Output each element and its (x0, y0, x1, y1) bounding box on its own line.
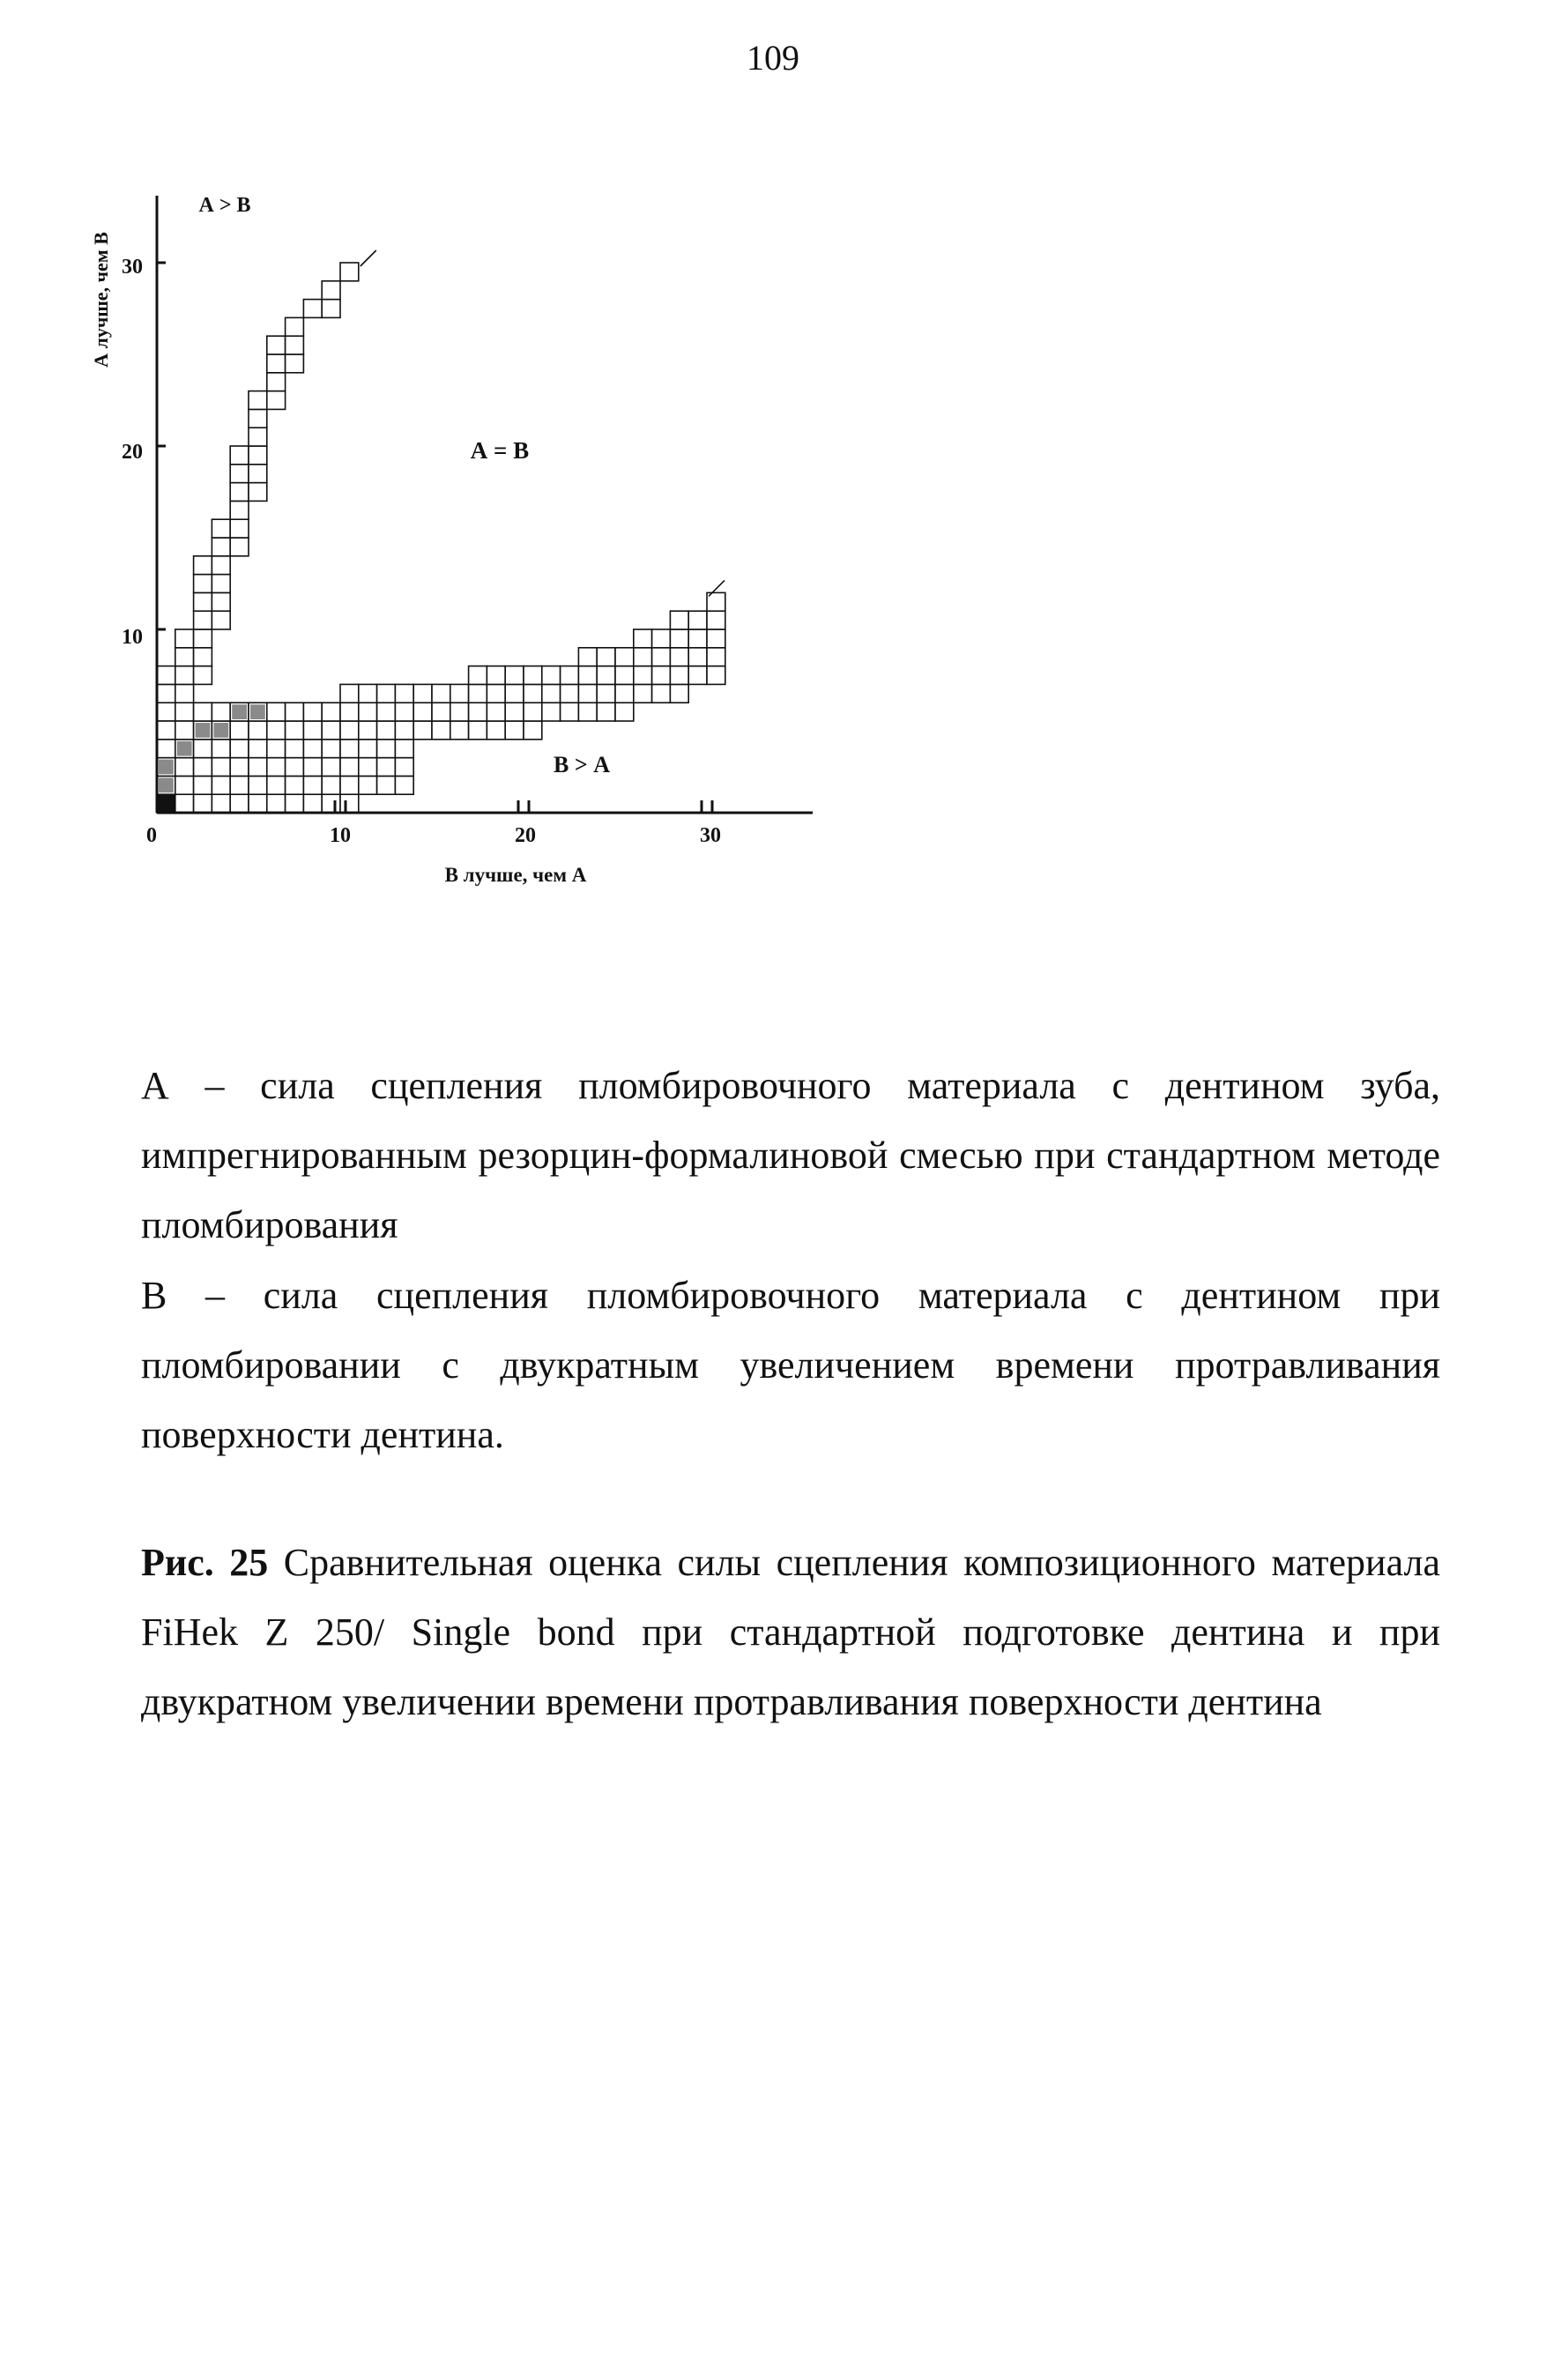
grid-cell (267, 740, 286, 758)
grid-cell (377, 776, 396, 794)
figure-label: Рис. 25 (141, 1541, 269, 1584)
grid-cell (249, 740, 267, 758)
y-tick-label-10: 10 (122, 626, 143, 649)
grid-cell (303, 776, 322, 794)
grid-cell (249, 794, 267, 813)
page-number: 109 (747, 38, 799, 78)
grid-cell (542, 703, 561, 721)
grid-cell (413, 721, 432, 740)
grid-cell (175, 629, 194, 648)
grid-cell (634, 684, 652, 703)
grid-cell (524, 666, 542, 685)
grid-cell (469, 666, 487, 685)
grid-cell (340, 776, 359, 794)
grid-cell (322, 300, 340, 318)
grid-cell (432, 721, 450, 740)
grid-cell (194, 575, 212, 593)
grid-cell (249, 428, 267, 446)
chart-cells (157, 250, 725, 813)
grid-cell (615, 684, 634, 703)
grid-cell (322, 740, 340, 758)
grid-cell (267, 721, 286, 740)
grid-cell (505, 703, 524, 721)
grid-cell (157, 666, 175, 685)
grid-cell (194, 776, 212, 794)
grid-cell (670, 684, 688, 703)
grid-cell (157, 740, 175, 758)
grid-cell (634, 666, 652, 685)
grid-cell (212, 556, 230, 575)
grid-cell (707, 648, 725, 666)
y-axis-label: А лучше, чем В (90, 232, 112, 368)
grid-cell (615, 703, 634, 721)
grid-cell (487, 666, 505, 685)
grid-cell (340, 740, 359, 758)
shaded-cell (159, 760, 174, 775)
grid-cell (578, 684, 597, 703)
grid-cell (670, 648, 688, 666)
grid-cell (194, 629, 212, 648)
grid-cell (286, 721, 304, 740)
grid-cell (578, 666, 597, 685)
grid-cell (303, 721, 322, 740)
grid-cell (249, 721, 267, 740)
region-label-middle: А = В (470, 437, 530, 464)
grid-cell (505, 666, 524, 685)
grid-cell (212, 740, 230, 758)
grid-cell (377, 703, 396, 721)
grid-cell (652, 666, 671, 685)
grid-cell (194, 592, 212, 611)
grid-cell (432, 703, 450, 721)
grid-cell (707, 629, 725, 648)
shaded-cell (177, 741, 192, 756)
grid-cell (194, 758, 212, 777)
grid-cell (286, 776, 304, 794)
grid-cell (432, 684, 450, 703)
grid-cell (395, 740, 413, 758)
grid-cell (340, 758, 359, 777)
figure-caption (141, 1528, 1440, 1737)
x-tick-label-10: 10 (330, 824, 351, 847)
grid-cell (157, 684, 175, 703)
grid-cell (688, 611, 707, 629)
x-axis-label: В лучше, чем А (444, 864, 587, 886)
x-tick-label-20: 20 (515, 824, 536, 847)
grid-cell (230, 721, 249, 740)
grid-cell (524, 721, 542, 740)
grid-cell (670, 611, 688, 629)
grid-cell (303, 703, 322, 721)
grid-cell (249, 391, 267, 410)
grid-cell (175, 758, 194, 777)
grid-cell (505, 721, 524, 740)
grid-cell (450, 703, 469, 721)
grid-cell (194, 666, 212, 685)
grid-cell (322, 758, 340, 777)
grid-cell (249, 409, 267, 428)
grid-cell (175, 794, 194, 813)
grid-cell (469, 721, 487, 740)
grid-cell (377, 758, 396, 777)
shaded-cell (196, 723, 211, 738)
grid-cell (194, 794, 212, 813)
grid-cell (230, 776, 249, 794)
grid-cell (359, 703, 377, 721)
shaded-cell (250, 704, 265, 719)
grid-cell (175, 776, 194, 794)
region-label-upper: А > В (198, 194, 251, 217)
grid-cell (688, 666, 707, 685)
grid-cell (175, 703, 194, 721)
grid-cell (634, 629, 652, 648)
grid-cell (322, 721, 340, 740)
grid-cell (578, 703, 597, 721)
grid-cell (212, 703, 230, 721)
grid-cell (340, 721, 359, 740)
grid-cell (230, 538, 249, 556)
grid-cell (652, 629, 671, 648)
grid-cell (652, 684, 671, 703)
grid-cell (267, 703, 286, 721)
grid-cell (286, 740, 304, 758)
grid-cell (194, 703, 212, 721)
grid-cell (212, 519, 230, 538)
grid-cell (175, 648, 194, 666)
grid-cell (542, 684, 561, 703)
grid-cell (267, 391, 286, 410)
grid-cell (212, 592, 230, 611)
definition-b: В – сила сцепления пломбировочного материала с дентином при пломбировании с двукратным увеличением времени протравливания поверхности дентина. (141, 1274, 1440, 1456)
grid-cell (212, 758, 230, 777)
grid-cell (322, 794, 340, 813)
grid-cell (157, 703, 175, 721)
x-tick-label-30: 30 (700, 824, 721, 847)
grid-cell (377, 721, 396, 740)
grid-cell (450, 721, 469, 740)
shaded-cell (232, 704, 247, 719)
grid-cell (413, 703, 432, 721)
grid-cell (395, 758, 413, 777)
grid-cell (359, 758, 377, 777)
grid-cell (194, 740, 212, 758)
grid-cell (395, 703, 413, 721)
grid-cell (359, 721, 377, 740)
grid-cell (249, 465, 267, 483)
grid-cell (175, 666, 194, 685)
grid-cell (230, 740, 249, 758)
grid-cell (175, 721, 194, 740)
grid-cell (670, 629, 688, 648)
grid-cell (561, 684, 579, 703)
grid-cell (688, 648, 707, 666)
grid-cell (267, 336, 286, 354)
grid-cell (377, 684, 396, 703)
grid-cell (597, 684, 615, 703)
grid-cell (249, 758, 267, 777)
grid-cell (597, 666, 615, 685)
grid-cell (267, 373, 286, 391)
grid-cell (652, 648, 671, 666)
grid-cell (340, 703, 359, 721)
grid-cell (561, 666, 579, 685)
grid-cell (322, 703, 340, 721)
grid-cell (303, 300, 322, 318)
grid-cell (249, 483, 267, 502)
grid-cell (340, 263, 359, 281)
grid-cell (286, 703, 304, 721)
shaded-cell (159, 777, 174, 792)
grid-cell (322, 281, 340, 300)
grid-cell (267, 354, 286, 373)
grid-cell (707, 611, 725, 629)
grid-cell (230, 446, 249, 465)
grid-cell (524, 684, 542, 703)
grid-cell (286, 317, 304, 336)
grid-cell (395, 721, 413, 740)
grid-cell (542, 666, 561, 685)
grid-cell (450, 684, 469, 703)
grid-cell (230, 501, 249, 519)
grid-cell (395, 776, 413, 794)
grid-cell (359, 684, 377, 703)
grid-cell (561, 703, 579, 721)
grid-cell (634, 648, 652, 666)
grid-cell (230, 794, 249, 813)
grid-cell (487, 684, 505, 703)
grid-cell (469, 703, 487, 721)
grid-cell (212, 538, 230, 556)
grid-cell (230, 519, 249, 538)
grid-cell (303, 794, 322, 813)
grid-cell (267, 794, 286, 813)
grid-cell (487, 703, 505, 721)
x-tick-label-0: 0 (146, 824, 157, 847)
grid-cell (175, 684, 194, 703)
grid-cell (286, 758, 304, 777)
grid-cell (230, 758, 249, 777)
grid-cell (286, 794, 304, 813)
grid-cell (707, 666, 725, 685)
grid-cell (286, 354, 304, 373)
region-label-lower: В > А (554, 752, 610, 777)
grid-cell (194, 611, 212, 629)
grid-cell (303, 740, 322, 758)
grid-cell (377, 740, 396, 758)
grid-cell (230, 483, 249, 502)
grid-cell (249, 776, 267, 794)
grid-cell (212, 776, 230, 794)
grid-cell (359, 740, 377, 758)
grid-cell (597, 703, 615, 721)
grid-cell (524, 703, 542, 721)
grid-cell (688, 629, 707, 648)
grid-cell (340, 794, 359, 813)
grid-cell (212, 611, 230, 629)
grid-cell (322, 776, 340, 794)
y-tick-label-30: 30 (122, 256, 143, 279)
grid-cell (157, 721, 175, 740)
grid-chart (0, 0, 1546, 934)
grid-cell (267, 758, 286, 777)
grid-cell (413, 684, 432, 703)
grid-cell (286, 336, 304, 354)
grid-cell (359, 776, 377, 794)
band-continuation (360, 250, 376, 266)
grid-cell (230, 465, 249, 483)
filled-cell (157, 794, 175, 813)
grid-cell (395, 684, 413, 703)
grid-cell (212, 794, 230, 813)
grid-cell (212, 575, 230, 593)
grid-cell (340, 684, 359, 703)
figure-caption-text: Сравнительная оценка силы сцепления композиционного материала FiHek Z 250/ Single bond при стандартной подготовке дентина и при двукратном увеличении времени протравливания поверхности дентина (141, 1541, 1440, 1723)
grid-cell (469, 684, 487, 703)
y-tick-label-20: 20 (122, 441, 143, 464)
grid-cell (578, 648, 597, 666)
grid-cell (505, 684, 524, 703)
definition-a: А – сила сцепления пломбировочного материала с дентином зуба, импрегнированным резорцин-формалиновой смесью при стандартном методе пломбирования (141, 1064, 1440, 1246)
grid-cell (194, 556, 212, 575)
shaded-cell (213, 723, 228, 738)
grid-cell (597, 648, 615, 666)
grid-cell (615, 648, 634, 666)
grid-cell (249, 446, 267, 465)
grid-cell (670, 666, 688, 685)
grid-cell (267, 776, 286, 794)
grid-cell (194, 648, 212, 666)
grid-cell (615, 666, 634, 685)
grid-cell (303, 758, 322, 777)
grid-cell (487, 721, 505, 740)
